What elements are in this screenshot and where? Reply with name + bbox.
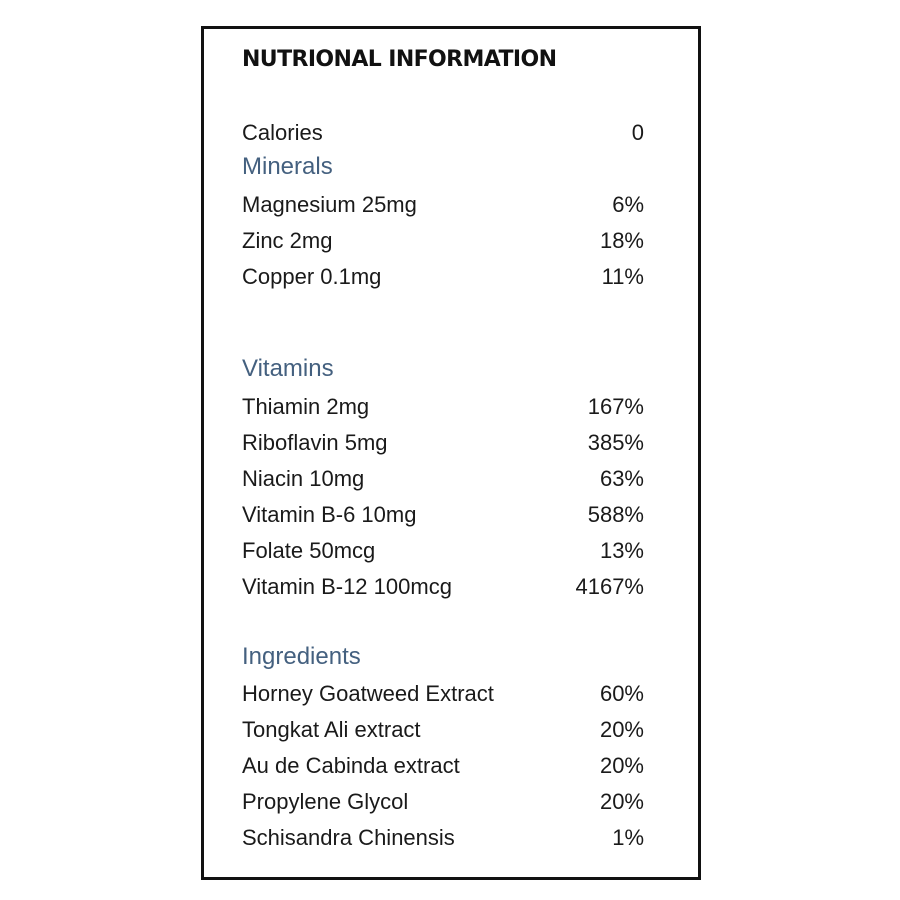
mineral-value: 18% (599, 228, 644, 253)
ingredients-heading: Ingredients (242, 643, 361, 670)
calories-row (242, 118, 644, 148)
vitamin-label: Riboflavin 5mg (242, 430, 388, 455)
nutrition-panel (201, 26, 701, 880)
ingredient-row-schisandra (242, 823, 644, 853)
vitamin-label: Folate 50mcg (242, 538, 376, 563)
vitamin-value: 167% (587, 394, 644, 419)
vitamin-label: Thiamin 2mg (242, 394, 370, 419)
vitamin-row-niacin (242, 464, 644, 494)
vitamin-label: Vitamin B-6 10mg (242, 502, 417, 527)
vitamin-value: 588% (587, 502, 644, 527)
vitamin-row-thiamin (242, 392, 644, 422)
mineral-label: Magnesium 25mg (242, 192, 417, 217)
ingredient-label: Tongkat Ali extract (242, 717, 421, 742)
ingredient-value: 1% (612, 825, 644, 850)
mineral-value: 6% (612, 192, 644, 217)
mineral-value: 11% (601, 264, 644, 289)
ingredient-label: Au de Cabinda extract (242, 753, 460, 778)
vitamin-value: 385% (587, 430, 644, 455)
mineral-row-copper (242, 262, 644, 292)
vitamin-row-b12 (242, 572, 644, 602)
calories-value: 0 (631, 120, 644, 145)
vitamin-row-folate (242, 536, 644, 566)
vitamins-heading: Vitamins (242, 355, 334, 382)
vitamin-row-b6 (242, 500, 644, 530)
ingredient-value: 20% (599, 789, 644, 814)
ingredient-row-goatweed (242, 679, 644, 709)
vitamin-value: 13% (599, 538, 644, 563)
ingredient-label: Horney Goatweed Extract (242, 681, 494, 706)
vitamin-value: 63% (599, 466, 644, 491)
ingredient-value: 60% (599, 681, 644, 706)
vitamin-value: 4167% (575, 574, 644, 599)
vitamin-row-riboflavin (242, 428, 644, 458)
mineral-label: Copper 0.1mg (242, 264, 382, 289)
ingredient-row-propylene (242, 787, 644, 817)
panel-title: NUTRIONAL INFORMATION (242, 47, 557, 72)
vitamin-label: Vitamin B-12 100mcg (242, 574, 452, 599)
ingredient-value: 20% (599, 753, 644, 778)
mineral-row-zinc (242, 226, 644, 256)
ingredient-value: 20% (599, 717, 644, 742)
vitamin-label: Niacin 10mg (242, 466, 365, 491)
mineral-row-magnesium (242, 190, 644, 220)
mineral-label: Zinc 2mg (242, 228, 333, 253)
minerals-heading: Minerals (242, 153, 333, 180)
ingredient-row-cabinda (242, 751, 644, 781)
calories-label: Calories (242, 120, 323, 145)
ingredient-label: Propylene Glycol (242, 789, 409, 814)
ingredient-row-tongkat (242, 715, 644, 745)
ingredient-label: Schisandra Chinensis (242, 825, 455, 850)
